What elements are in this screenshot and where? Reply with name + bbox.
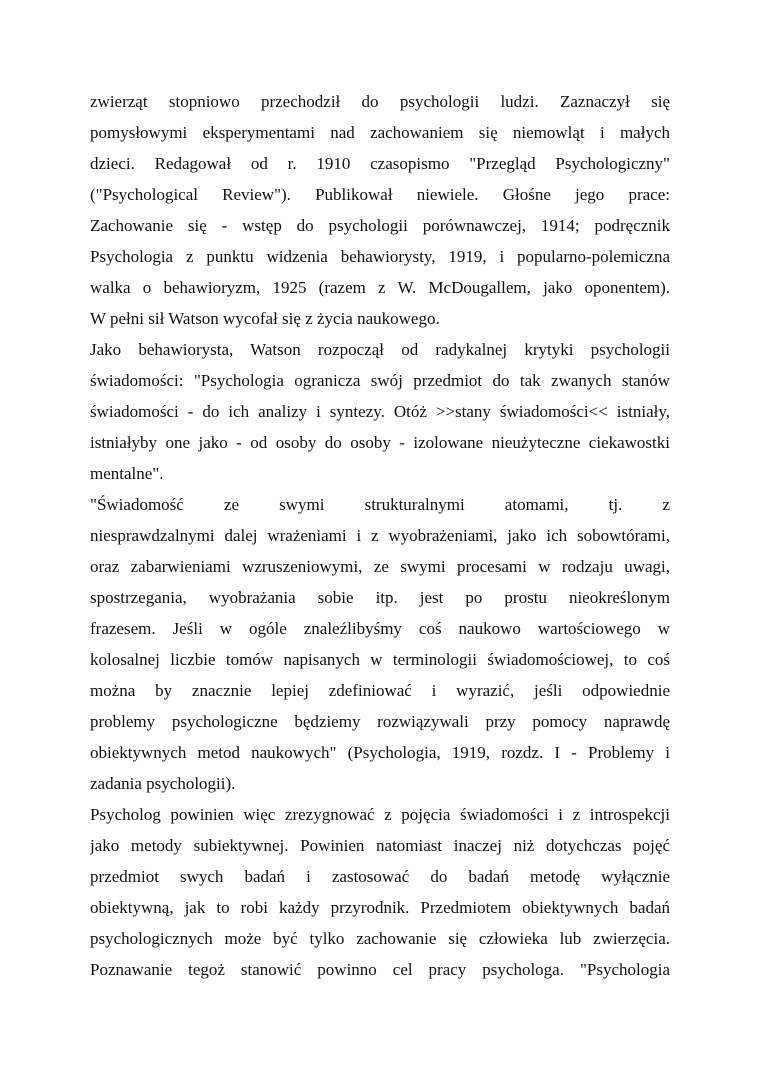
text-line: dzieci. Redagował od r. 1910 czasopismo "Przegląd Psychologiczny" (90, 154, 670, 173)
text-line: oraz zabarwieniami wzruszeniowymi, ze swymi procesami w rodzaju uwagi, (90, 557, 670, 576)
text-line: spostrzegania, wyobrażania sobie itp. jest po prostu nieokreślonym (90, 588, 670, 607)
text-line: walka o behawioryzm, 1925 (razem z W. McDougallem, jako oponentem). (90, 278, 670, 297)
text-line: kolosalnej liczbie tomów napisanych w terminologii świadomościowej, to coś (90, 650, 670, 669)
text-line: Poznawanie tegoż stanowić powinno cel pracy psychologa. "Psychologia (90, 960, 670, 979)
text-line: niesprawdzalnymi dalej wrażeniami i z wyobrażeniami, jako ich sobowtórami, (90, 526, 670, 545)
text-line: świadomości - do ich analizy i syntezy. Otóż >>stany świadomości<< istniały, (90, 402, 670, 421)
text-line: obiektywną, jak to robi każdy przyrodnik. Przedmiotem obiektywnych badań (90, 898, 670, 917)
text-line: Psycholog powinien więc zrezygnować z pojęcia świadomości i z introspekcji (90, 805, 670, 824)
text-line: W pełni sił Watson wycofał się z życia naukowego. (90, 309, 440, 328)
text-line: Jako behawiorysta, Watson rozpoczął od radykalnej krytyki psychologii (90, 340, 670, 359)
text-line: można by znacznie lepiej zdefiniować i wyrazić, jeśli odpowiednie (90, 681, 670, 700)
text-line: Psychologia z punktu widzenia behawiorysty, 1919, i popularno-polemiczna (90, 247, 670, 266)
text-line: istniałyby one jako - od osoby do osoby - izolowane nieużyteczne ciekawostki (90, 433, 670, 452)
text-line: przedmiot swych badań i zastosować do badań metodę wyłącznie (90, 867, 670, 886)
text-line: pomysłowymi eksperymentami nad zachowaniem się niemowląt i małych (90, 123, 670, 142)
text-line: zadania psychologii). (90, 774, 236, 793)
text-line: psychologicznych może być tylko zachowanie się człowieka lub zwierzęcia. (90, 929, 670, 948)
text-line: zwierząt stopniowo przechodził do psychologii ludzi. Zaznaczył się (90, 92, 670, 111)
text-line: mentalne". (90, 464, 164, 483)
text-line: obiektywnych metod naukowych" (Psychologia, 1919, rozdz. I - Problemy i (90, 743, 670, 762)
text-line: frazesem. Jeśli w ogóle znaleźlibyśmy coś naukowo wartościowego w (90, 619, 670, 638)
text-line: świadomości: "Psychologia ogranicza swój przedmiot do tak zwanych stanów (90, 371, 670, 390)
text-line: jako metody subiektywnej. Powinien natomiast inaczej niż dotychczas pojęć (90, 836, 670, 855)
text-line: ("Psychological Review"). Publikował niewiele. Głośne jego prace: (90, 185, 670, 204)
text-line: Zachowanie się - wstęp do psychologii porównawczej, 1914; podręcznik (90, 216, 670, 235)
text-line: "Świadomość ze swymi strukturalnymi atomami, tj. z (90, 495, 670, 514)
body-text (90, 86, 670, 985)
text-line: problemy psychologiczne będziemy rozwiązywali przy pomocy naprawdę (90, 712, 670, 731)
